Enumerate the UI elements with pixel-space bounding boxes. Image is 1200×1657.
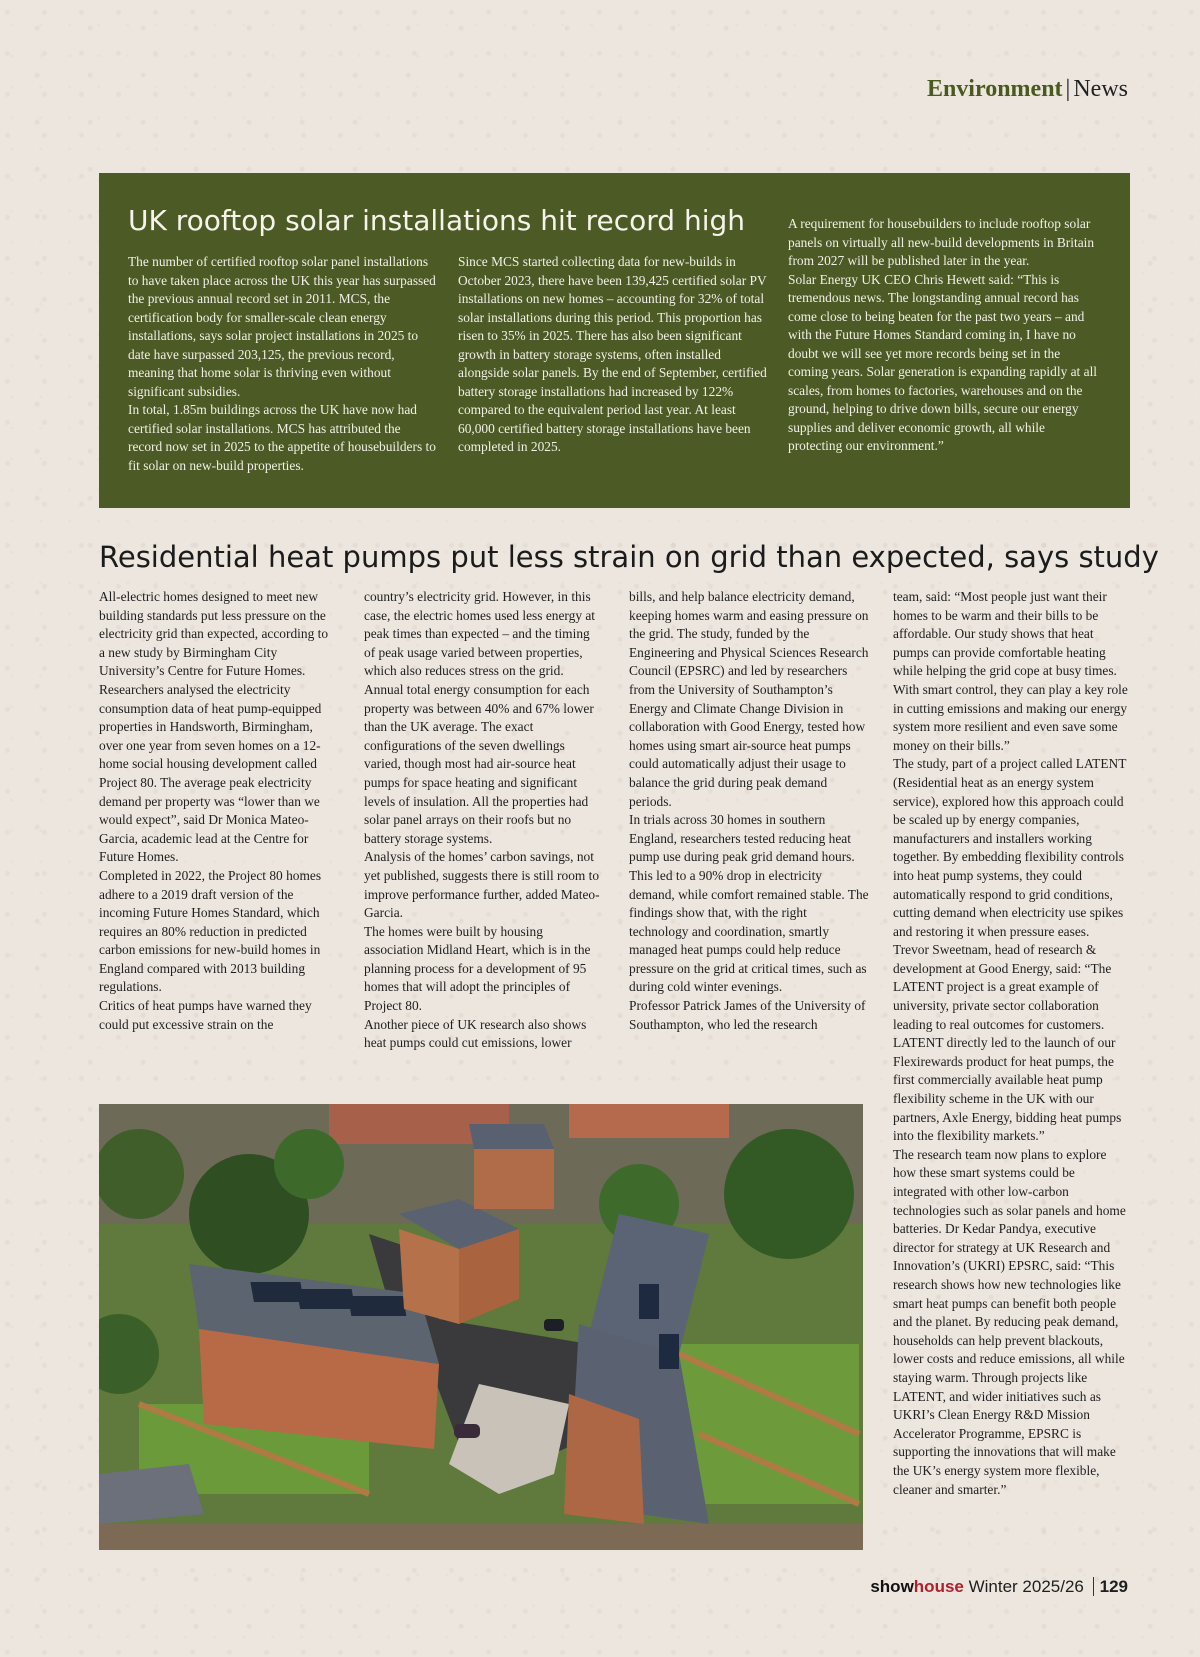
solar-article-title: UK rooftop solar installations hit record high — [128, 204, 746, 237]
paragraph: Professor Patrick James of the University of Southampton, who led the research — [629, 998, 866, 1032]
paragraph: The study, part of a project called LATENT (Residential heat as an energy system service), explored how this approach could be scaled up by energy companies, manufacturers and installers working together. By embedding flexibility controls into heat pump systems, they could automatically respond to grid conditions, cutting demand when electricity use spikes and restoring it when pressure eases. — [893, 756, 1127, 939]
magazine-brand-part1: show — [870, 1577, 914, 1596]
page-number: 129 — [1093, 1577, 1128, 1596]
study-column-3 — [629, 588, 869, 1034]
paragraph: team, said: “Most people just want their homes to be warm and their bills to be affordable. Our study shows that heat pumps can provide comfortable heating while helping the grid cope at busy times. With smart control, they can play a key role in cutting emissions and making our energy system more resilient and even save some money on their bills.” — [893, 589, 1128, 753]
paragraph: The homes were built by housing association Midland Heart, which is in the planning process for a development of 95 homes that will adopt the principles of Project 80. — [364, 923, 591, 1014]
paragraph: Solar Energy UK CEO Chris Hewett said: “This is tremendous news. The longstanding annual record has come close to being beaten for the past two years – and with the Future Homes Standard coming in, I have no doubt we will see yet more records being set in the coming years. Solar generation is expanding rapidly at all scales, from homes to factories, warehouses and on the ground, helping to drive down bills, secure our energy supplies and deliver economic growth, all while protecting our environment.” — [788, 271, 1098, 453]
paragraph: Researchers analysed the electricity consumption data of heat pump-equipped properties in Handsworth, Birmingham, over one year from seven homes on a 12-home social housing development called Project 80. The average peak electricity demand per property was “lower than we would expect”, said Dr Monica Mateo-Garcia, academic lead at the Centre for Future Homes. — [99, 681, 322, 865]
header-separator: | — [1065, 76, 1071, 102]
study-article-title: Residential heat pumps put less strain on grid than expected, says study — [99, 540, 1159, 574]
paragraph: country’s electricity grid. However, in this case, the electric homes used less energy at peak times than expected – and the timing of peak usage varied between properties, which also reduces stress on the grid. Annual total energy consumption for each property was between 40% and 67% lower than the UK average. The exact configurations of the seven dwellings varied, though most had air-source heat pumps for space heating and significant levels of insulation. All the properties had solar panel arrays on their roofs but no battery storage systems. — [364, 589, 596, 846]
paragraph: The number of certified rooftop solar panel installations to have taken place across the UK this year has surpassed the previous annual record set in 2011. MCS, the certification body for smaller-scale clean energy installations, says solar project installations in 2025 to date have surpassed 203,125, the previous record, meaning that home solar is thriving even without significant subsidies. — [128, 254, 436, 399]
paragraph: Another piece of UK research also shows heat pumps could cut emissions, lower — [364, 1016, 587, 1051]
page-footer — [870, 1576, 1128, 1598]
paragraph: In trials across 30 homes in southern England, researchers tested reducing heat pump use during peak grid demand hours. This led to a 90% drop in electricity demand, while comfort remained stable. The findings show that, with the right technology and coordination, smartly managed heat pumps could help reduce pressure on the grid at critical times, such as during cold winter evenings. — [629, 812, 869, 995]
section-label: Environment — [926, 76, 1063, 102]
solar-article-box — [99, 173, 1130, 508]
study-column-1 — [99, 588, 337, 1034]
paragraph: Completed in 2022, the Project 80 homes adhere to a 2019 draft version of the incoming Future Homes Standard, which requires an 80% reduction in predicted carbon emissions for new-build homes in England compared with 2013 building regulations. — [99, 867, 322, 995]
aerial-housing-photo — [99, 1104, 863, 1550]
solar-column-1 — [128, 253, 438, 475]
paragraph: In total, 1.85m buildings across the UK have now had certified solar installations. MCS has attributed the record now set in 2025 to the appetite of housebuilders to fit solar on new-build properties. — [128, 402, 436, 473]
solar-column-2 — [458, 253, 768, 457]
paragraph: Critics of heat pumps have warned they could put excessive strain on the — [99, 998, 312, 1032]
paragraph: Analysis of the homes’ carbon savings, not yet published, suggests there is still room to improve performance further, added Mateo-Garcia. — [364, 849, 600, 921]
paragraph: The research team now plans to explore how these smart systems could be integrated with other low-carbon technologies such as solar panels and home batteries. Dr Kedar Pandya, executive director for strategy at UK Research and Innovation’s (UKRI) EPSRC, said: “This research shows how new technologies like smart heat pumps can benefit both people and the planet. By reducing peak demand, households can help prevent blackouts, lower costs and reduce emissions, all while staying warm. Through projects like LATENT, and wider initiatives such as UKRI’s Clean Energy R&D Mission Accelerator Programme, EPSRC is supporting the innovations that will make the UK’s energy system more flexible, cleaner and smarter.” — [893, 1146, 1126, 1497]
paragraph: Trevor Sweetnam, head of research & development at Good Energy, said: “The LATENT project is a great example of university, private sector collaboration leading to real outcomes for customers. LATENT directly led to the launch of our Flexirewards product for heat pumps, the first commercially available heat pump flexibility scheme in the UK with our partners, Axle Energy, bidding heat pumps into the flexibility markets.” — [893, 942, 1122, 1144]
paragraph: A requirement for housebuilders to include rooftop solar panels on virtually all new-build developments in Britain from 2027 will be published later in the year. — [788, 216, 1095, 268]
topic-label: News — [1073, 76, 1128, 102]
issue-label: Winter 2025/26 — [968, 1577, 1084, 1596]
paragraph: bills, and help balance electricity demand, keeping homes warm and easing pressure on the grid. The study, funded by the Engineering and Physical Sciences Research Council (EPSRC) and led by researchers from the University of Southampton’s Energy and Climate Change Division in collaboration with Good Energy, tested how homes using smart air-source heat pumps could automatically adjust their usage to balance the grid during peak demand periods. — [629, 589, 869, 809]
magazine-brand-part2: house — [913, 1577, 964, 1596]
paragraph: Since MCS started collecting data for new-builds in October 2023, there have been 139,425 certified solar PV installations on new homes – accounting for 32% of total solar installations during this period. This proportion has risen to 35% in 2025. There has also been significant growth in battery storage systems, often installed alongside solar panels. By the end of September, certified battery storage installations had increased by 122% compared to the equivalent period last year. At least 60,000 certified battery storage installations have been completed in 2025. — [458, 254, 767, 454]
solar-column-3 — [788, 215, 1100, 456]
study-column-4 — [893, 588, 1131, 1499]
section-header — [927, 74, 1128, 104]
study-column-2 — [364, 588, 602, 1053]
paragraph: All-electric homes designed to meet new building standards put less pressure on the electricity grid than expected, according to a new study by Birmingham City University’s Centre for Future Homes. — [99, 589, 329, 679]
